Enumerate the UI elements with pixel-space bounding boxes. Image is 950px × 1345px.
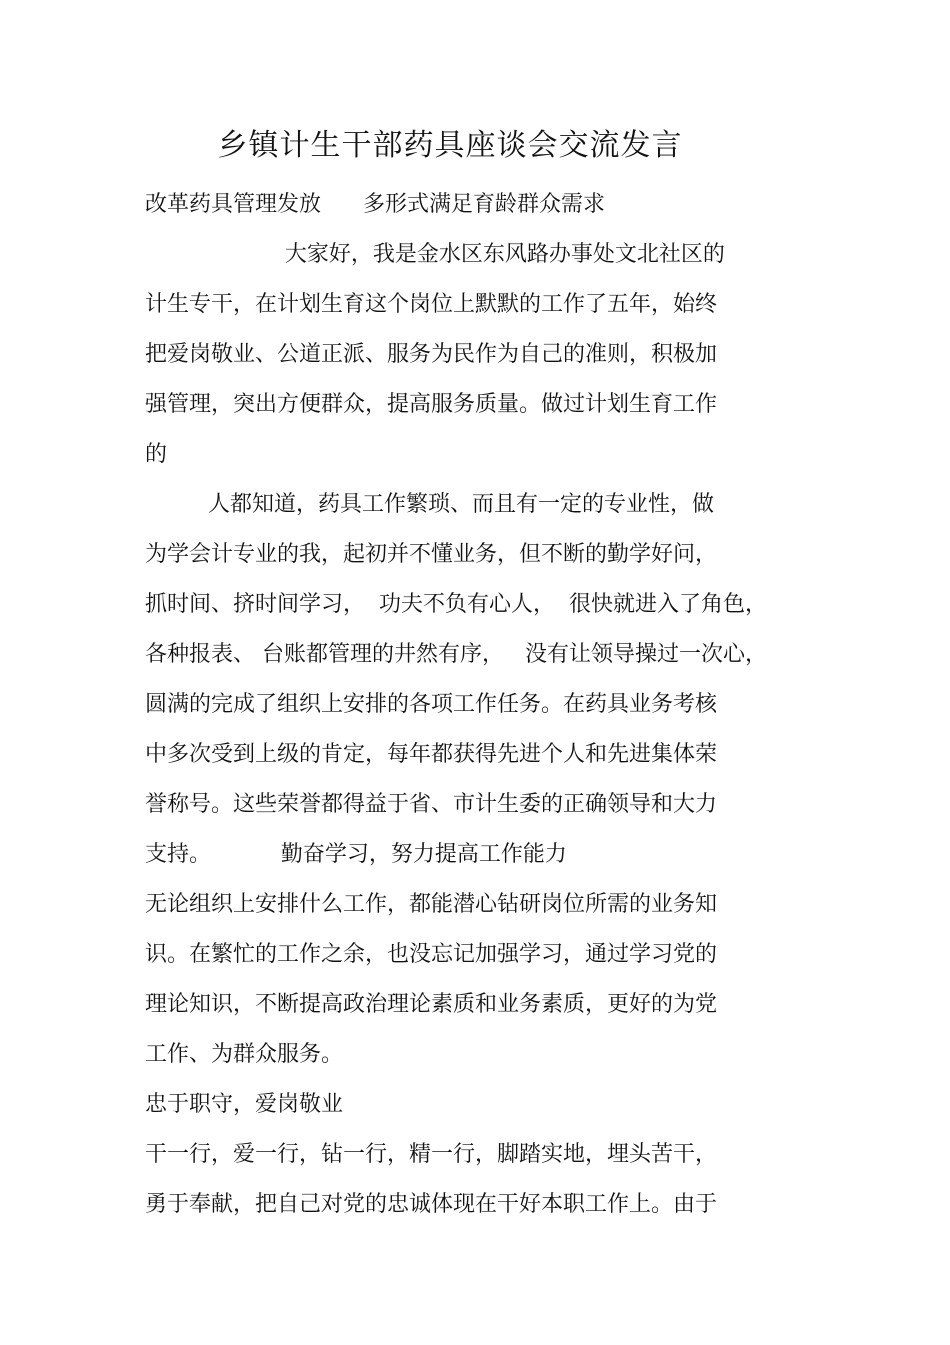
body-line: 各种报表、 台账都管理的井然有序， 没有让领导操过一次心， — [145, 642, 767, 667]
body-line: 的 — [145, 442, 168, 467]
body-line: 大家好，我是金水区东风路办事处文北社区的 — [145, 242, 725, 267]
section-heading-reform: 改革药具管理发放 多形式满足育龄群众需求 — [145, 192, 605, 217]
body-line: 无论组织上安排什么工作，都能潜心钻研岗位所需的业务知 — [145, 892, 718, 917]
body-line: 强管理，突出方便群众，提高服务质量。做过计划生育工作 — [145, 392, 718, 417]
section-heading-duty: 忠于职守，爱岗敬业 — [145, 1092, 344, 1117]
body-line: 为学会计专业的我，起初并不懂业务，但不断的勤学好问， — [145, 542, 718, 567]
body-line: 中多次受到上级的肯定，每年都获得先进个人和先进集体荣 — [145, 742, 718, 767]
document-title: 乡镇计生干部药具座谈会交流发言 — [217, 128, 683, 163]
body-line: 干一行，爱一行，钻一行，精一行，脚踏实地，埋头苦干， — [145, 1142, 718, 1167]
body-line: 工作、为群众服务。 — [145, 1042, 344, 1067]
body-line: 勇于奉献，把自己对党的忠诚体现在干好本职工作上。由于 — [145, 1192, 718, 1217]
body-line: 人都知道，药具工作繁琐、而且有一定的专业性，做 — [145, 492, 714, 517]
body-line: 识。在繁忙的工作之余，也没忘记加强学习，通过学习党的 — [145, 942, 718, 967]
body-line: 誉称号。这些荣誉都得益于省、市计生委的正确领导和大力 — [145, 792, 718, 817]
body-line-with-heading: 支持。 勤奋学习，努力提高工作能力 — [145, 842, 567, 867]
body-line: 理论知识，不断提高政治理论素质和业务素质，更好的为党 — [145, 992, 718, 1017]
body-line: 把爱岗敬业、公道正派、服务为民作为自己的准则，积极加 — [145, 342, 718, 367]
body-line: 抓时间、挤时间学习， 功夫不负有心人， 很快就进入了角色， — [145, 592, 767, 617]
body-line: 计生专干，在计划生育这个岗位上默默的工作了五年，始终 — [145, 292, 718, 317]
body-line: 圆满的完成了组织上安排的各项工作任务。在药具业务考核 — [145, 692, 718, 717]
